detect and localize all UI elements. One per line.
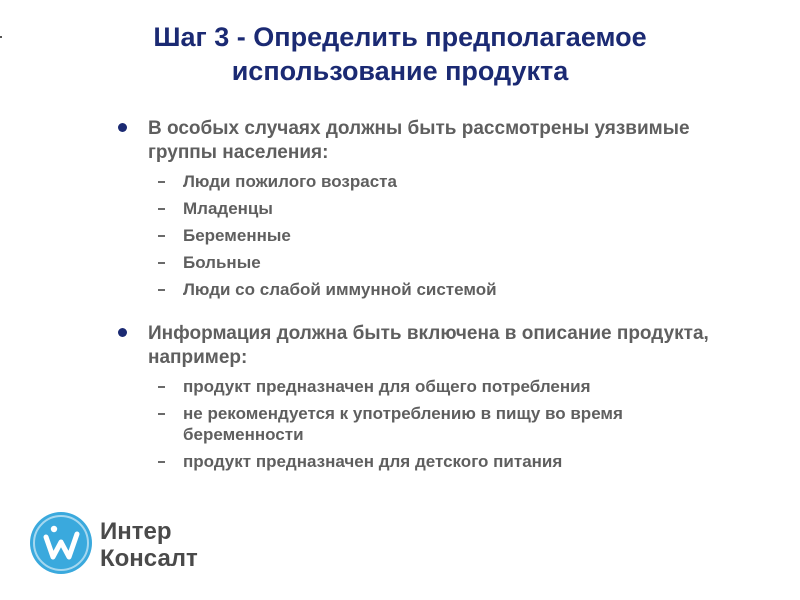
bullet-text: Информация должна быть включена в описание продукта, например: xyxy=(148,323,709,368)
sub-item-text: не рекомендуется к употреблению в пищу во время беременности xyxy=(183,404,623,444)
sub-item xyxy=(148,225,733,246)
bullet-dot-icon xyxy=(118,328,127,337)
logo-line-1: Интер xyxy=(100,518,172,545)
logo-line-2: Консалт xyxy=(100,545,198,572)
dash-icon xyxy=(158,208,165,210)
sub-item-text: Младенцы xyxy=(183,199,273,218)
bullet-vulnerable-groups xyxy=(113,117,733,300)
logo-mark-icon xyxy=(30,512,92,574)
bullet-text: В особых случаях должны быть рассмотрены уязвимые группы населения: xyxy=(148,118,690,163)
dash-icon xyxy=(158,461,165,463)
dash-icon xyxy=(158,386,165,388)
bullet-product-info xyxy=(113,322,733,472)
sub-item xyxy=(148,451,733,472)
corner-mark xyxy=(0,36,2,38)
sub-item xyxy=(148,279,733,300)
sub-item-text: Беременные xyxy=(183,226,291,245)
sub-item xyxy=(148,198,733,219)
dash-icon xyxy=(158,235,165,237)
sub-item xyxy=(148,252,733,273)
sub-item-text: Люди со слабой иммунной системой xyxy=(183,280,497,299)
sub-item-text: Больные xyxy=(183,253,261,272)
sub-item xyxy=(148,403,733,445)
sub-item xyxy=(148,171,733,192)
sub-list xyxy=(148,171,733,300)
company-logo xyxy=(30,512,250,578)
sub-item xyxy=(148,376,733,397)
logo-text xyxy=(100,518,198,572)
bullet-dot-icon xyxy=(118,123,127,132)
dash-icon xyxy=(158,181,165,183)
dash-icon xyxy=(158,413,165,415)
sub-list xyxy=(148,376,733,472)
inter-consult-logo-icon xyxy=(30,512,92,574)
sub-item-text: Люди пожилого возраста xyxy=(183,172,397,191)
slide-title xyxy=(60,20,740,88)
dash-icon xyxy=(158,289,165,291)
slide-content xyxy=(113,117,733,478)
sub-item-text: продукт предназначен для общего потребления xyxy=(183,377,591,396)
slide-title-line-1: Шаг 3 - Определить предполагаемое xyxy=(153,22,647,52)
sub-item-text: продукт предназначен для детского питания xyxy=(183,452,563,471)
dash-icon xyxy=(158,262,165,264)
slide-title-line-2: использование продукта xyxy=(231,56,569,86)
